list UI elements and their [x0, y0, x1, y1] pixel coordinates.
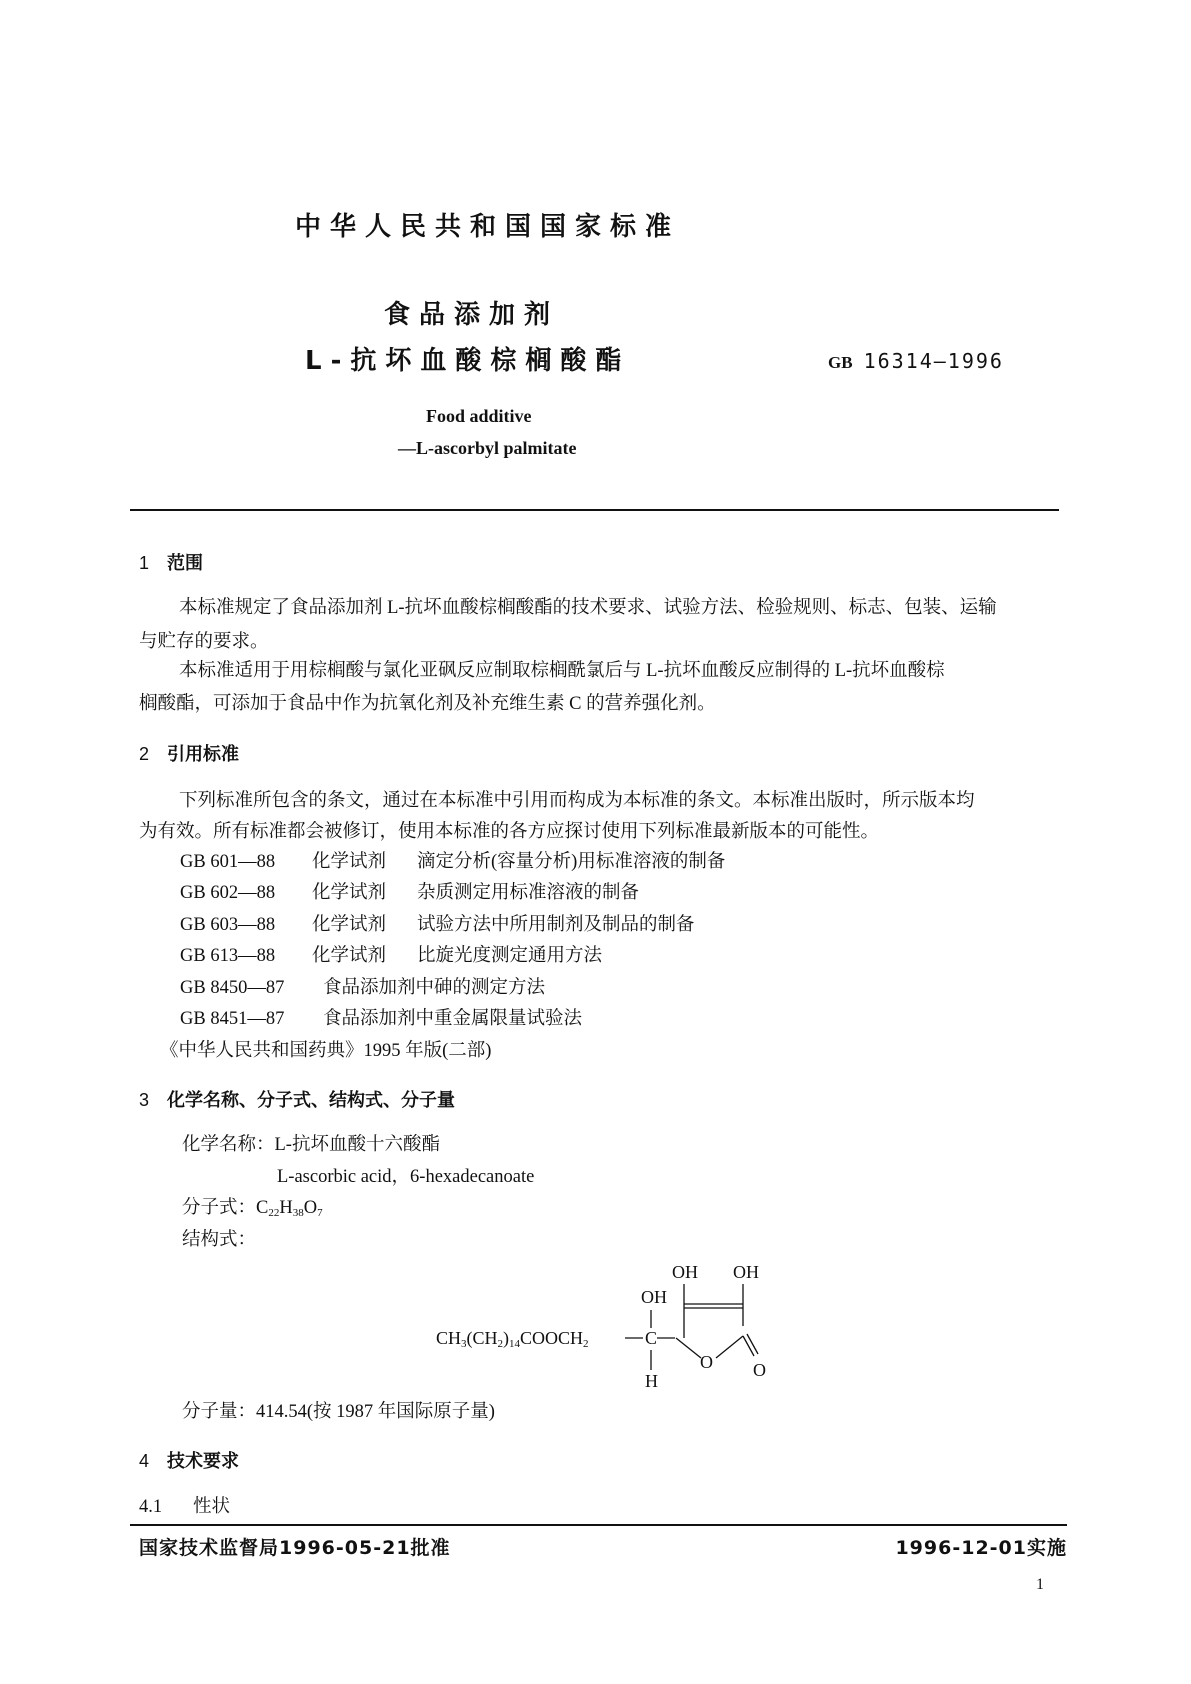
s2-paragraph-line-2: 为有效。所有标准都会被修订，使用本标准的各方应探讨使用下列标准最新版本的可能性。: [139, 822, 880, 842]
reference-title: 食品添加剂中重金属限量试验法: [323, 1009, 583, 1029]
title-line-1: 食品添加剂: [384, 300, 560, 330]
chain-subscript: 2: [497, 1338, 504, 1350]
carbonyl-oxygen-label: O: [753, 1360, 766, 1380]
ring-oxygen-label: O: [700, 1352, 713, 1372]
reference-title: 试验方法中所用制剂及制品的制备: [417, 915, 695, 935]
hydrogen-label: H: [645, 1371, 658, 1391]
chemical-name-english: L-ascorbic acid，6-hexadecanoate: [277, 1167, 535, 1187]
s2-paragraph-line-1: 下列标准所包含的条文，通过在本标准中引用而构成为本标准的条文。本标准出版时，所示版本均: [179, 791, 975, 811]
formula-element: H: [279, 1198, 293, 1218]
chain-part: COOCH: [520, 1328, 584, 1348]
page-number: 1: [1036, 1576, 1044, 1593]
chemical-name: 化学名称：L-抗坏血酸十六酸酯: [182, 1135, 440, 1155]
hydroxyl-label: OH: [641, 1287, 667, 1307]
formula-label: 分子式：: [182, 1198, 257, 1218]
structure-label: 结构式：: [182, 1230, 257, 1250]
formula-subscript: 7: [317, 1207, 323, 1219]
approval-note: 国家技术监督局1996-05-21批准: [139, 1537, 451, 1559]
effective-date: 1996-12-01实施: [895, 1537, 1067, 1559]
section-title: 范围: [167, 553, 203, 573]
section-number: 3: [139, 1090, 150, 1110]
reference-category: 化学试剂: [312, 946, 387, 966]
chain-subscript: 14: [509, 1338, 521, 1350]
reference-code: GB 613—88: [180, 946, 276, 966]
reference-code: GB 601—88: [180, 852, 276, 872]
s1-paragraph-2-line-1: 本标准适用于用棕榈酸与氯化亚砜反应制取棕榈酰氯后与 L-抗坏血酸反应制得的 L-抗坏血酸棕: [179, 661, 945, 681]
reference-title: 杂质测定用标准溶液的制备: [417, 883, 640, 903]
reference-title: 食品添加剂中砷的测定方法: [323, 978, 546, 998]
chain-part: CH: [436, 1328, 462, 1348]
chain-part: ): [503, 1328, 510, 1348]
reference-code: GB 602—88: [180, 883, 276, 903]
formula-element: C: [256, 1198, 269, 1218]
section-number: 4: [139, 1451, 150, 1471]
section-number: 1: [139, 553, 150, 573]
section-title: 引用标准: [167, 744, 239, 764]
section-number: 2: [139, 744, 150, 764]
title-line-2: L-抗坏血酸棕榈酸酯: [305, 346, 631, 376]
english-title-line-2: —L-ascorbyl palmitate: [398, 438, 577, 458]
chain-subscript: 2: [583, 1338, 589, 1350]
s1-paragraph-1-line-2: 与贮存的要求。: [139, 632, 269, 652]
reference-title: 比旋光度测定通用方法: [417, 946, 603, 966]
subsection-4-1-heading: [139, 1495, 230, 1519]
molecular-weight: 分子量：414.54(按 1987 年国际原子量): [182, 1402, 495, 1422]
reference-title: 滴定分析(容量分析)用标准溶液的制备: [417, 852, 726, 872]
standard-code-number: 16314—1996: [863, 349, 1004, 373]
hydroxyl-label: OH: [733, 1262, 759, 1282]
reference-category: 化学试剂: [312, 883, 387, 903]
chain-part: (CH: [466, 1328, 498, 1348]
formula-element: O: [303, 1198, 318, 1218]
formula-subscript: 38: [292, 1207, 304, 1219]
national-standard-heading: 中华人民共和国国家标准: [295, 212, 681, 242]
reference-code: GB 603—88: [180, 915, 276, 935]
footer-rule: [130, 1524, 1067, 1526]
s1-paragraph-2-line-2: 榈酸酯，可添加于食品中作为抗氧化剂及补充维生素 C 的营养强化剂。: [139, 694, 716, 714]
chain-subscript: 3: [461, 1338, 467, 1350]
reference-category: 化学试剂: [312, 852, 387, 872]
subsection-title: 性状: [193, 1497, 231, 1517]
reference-code: GB 8451—87: [180, 1009, 285, 1029]
standard-code-prefix: GB: [828, 353, 853, 372]
english-title-line-1: Food additive: [426, 406, 532, 426]
s1-paragraph-1-line-1: 本标准规定了食品添加剂 L-抗坏血酸棕榈酸酯的技术要求、试验方法、检验规则、标志、包装、运输: [179, 598, 997, 618]
section-4-heading: [139, 1449, 239, 1473]
section-title: 技术要求: [167, 1451, 239, 1471]
formula-subscript: 22: [268, 1207, 280, 1219]
hydroxyl-label: OH: [672, 1262, 698, 1282]
reference-code: GB 8450—87: [180, 978, 285, 998]
reference-category: 化学试剂: [312, 915, 387, 935]
pharmacopoeia-reference: 《中华人民共和国药典》1995 年版(二部): [160, 1041, 492, 1061]
section-title: 化学名称、分子式、结构式、分子量: [167, 1090, 455, 1110]
subsection-number: 4.1: [139, 1497, 163, 1517]
carbon-label: C: [645, 1328, 658, 1348]
